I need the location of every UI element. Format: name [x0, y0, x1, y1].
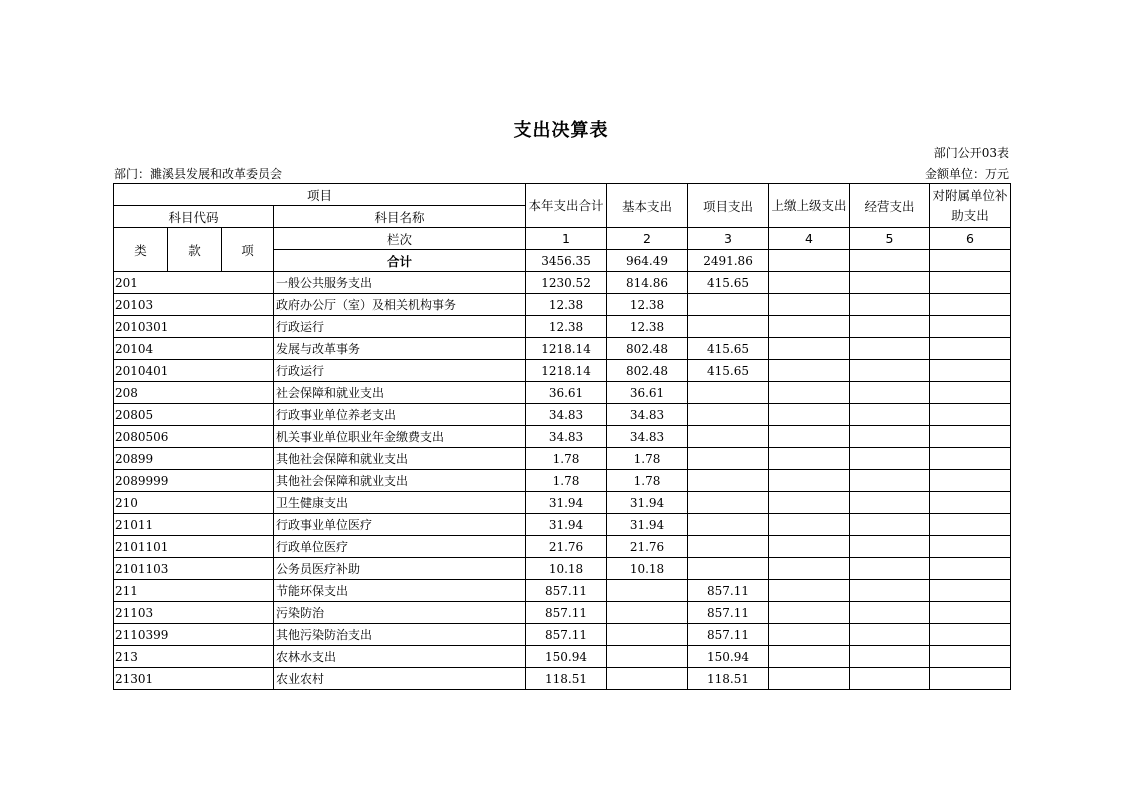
table-row [114, 448, 1011, 470]
amount-cell: 857.11 [526, 602, 607, 624]
amount-cell [769, 338, 850, 360]
subject-name: 卫生健康支出 [274, 492, 526, 514]
subject-code: 20899 [114, 448, 274, 470]
header-xiang: 项 [222, 228, 274, 272]
amount-cell [850, 360, 930, 382]
table-row [114, 316, 1011, 338]
amount-cell: 21.76 [526, 536, 607, 558]
amount-cell: 150.94 [526, 646, 607, 668]
header-col-number: 1 [526, 228, 607, 250]
amount-cell [850, 272, 930, 294]
amount-cell: 1218.14 [526, 360, 607, 382]
subject-code: 20103 [114, 294, 274, 316]
amount-cell [769, 404, 850, 426]
amount-cell: 21.76 [607, 536, 688, 558]
subject-name: 机关事业单位职业年金缴费支出 [274, 426, 526, 448]
amount-cell: 857.11 [526, 580, 607, 602]
table-row [114, 426, 1011, 448]
total-cell [769, 250, 850, 272]
subject-name: 发展与改革事务 [274, 338, 526, 360]
amount-cell [607, 668, 688, 690]
amount-cell [607, 624, 688, 646]
amount-cell [930, 404, 1011, 426]
table-row [114, 624, 1011, 646]
amount-cell [769, 624, 850, 646]
header-lei: 类 [114, 228, 168, 272]
header-col-number: 3 [688, 228, 769, 250]
total-cell [850, 250, 930, 272]
header-col-number: 2 [607, 228, 688, 250]
amount-cell [769, 448, 850, 470]
header-col-basic: 基本支出 [607, 184, 688, 228]
amount-cell [930, 646, 1011, 668]
subject-name: 社会保障和就业支出 [274, 382, 526, 404]
table-row [114, 360, 1011, 382]
header-col-business: 经营支出 [850, 184, 930, 228]
amount-cell [930, 272, 1011, 294]
page-title: 支出决算表 [513, 120, 609, 141]
amount-cell [769, 580, 850, 602]
amount-cell [930, 536, 1011, 558]
amount-cell: 118.51 [688, 668, 769, 690]
subject-code: 2089999 [114, 470, 274, 492]
amount-cell: 1.78 [607, 470, 688, 492]
amount-cell [930, 316, 1011, 338]
amount-cell [769, 316, 850, 338]
amount-cell: 1218.14 [526, 338, 607, 360]
subject-name: 行政事业单位养老支出 [274, 404, 526, 426]
subject-code: 2010401 [114, 360, 274, 382]
table-row [114, 294, 1011, 316]
amount-cell: 1.78 [526, 448, 607, 470]
amount-cell: 34.83 [526, 426, 607, 448]
amount-cell: 12.38 [607, 316, 688, 338]
amount-cell [769, 382, 850, 404]
table-row [114, 272, 1011, 294]
header-col-remit: 上缴上级支出 [769, 184, 850, 228]
subject-name: 一般公共服务支出 [274, 272, 526, 294]
subject-code: 2101101 [114, 536, 274, 558]
table-row [114, 646, 1011, 668]
amount-cell [607, 646, 688, 668]
table-row [114, 338, 1011, 360]
subject-code: 2101103 [114, 558, 274, 580]
amount-cell: 12.38 [607, 294, 688, 316]
amount-cell [850, 558, 930, 580]
total-cell: 2491.86 [688, 250, 769, 272]
subject-code: 201 [114, 272, 274, 294]
amount-cell: 150.94 [688, 646, 769, 668]
total-label: 合计 [274, 250, 526, 272]
subject-code: 21103 [114, 602, 274, 624]
amount-cell: 34.83 [607, 404, 688, 426]
amount-cell [769, 272, 850, 294]
header-col-total: 本年支出合计 [526, 184, 607, 228]
amount-cell [607, 602, 688, 624]
amount-cell: 857.11 [688, 580, 769, 602]
table-row [114, 492, 1011, 514]
amount-cell [769, 514, 850, 536]
amount-cell [850, 316, 930, 338]
amount-cell: 415.65 [688, 272, 769, 294]
amount-cell: 814.86 [607, 272, 688, 294]
amount-cell: 1230.52 [526, 272, 607, 294]
amount-cell: 36.61 [526, 382, 607, 404]
amount-cell [850, 580, 930, 602]
amount-cell [930, 360, 1011, 382]
amount-cell [688, 536, 769, 558]
amount-cell: 31.94 [526, 514, 607, 536]
table-row [114, 404, 1011, 426]
amount-cell [769, 426, 850, 448]
amount-cell: 10.18 [607, 558, 688, 580]
amount-cell [688, 448, 769, 470]
amount-cell: 415.65 [688, 338, 769, 360]
header-item: 项目 [114, 184, 526, 206]
table-row [114, 536, 1011, 558]
amount-cell: 857.11 [688, 624, 769, 646]
subject-name: 其他社会保障和就业支出 [274, 470, 526, 492]
amount-cell: 415.65 [688, 360, 769, 382]
amount-cell: 34.83 [526, 404, 607, 426]
subject-code: 21301 [114, 668, 274, 690]
header-kuan: 款 [168, 228, 222, 272]
amount-cell [930, 294, 1011, 316]
amount-cell: 802.48 [607, 360, 688, 382]
total-cell [930, 250, 1011, 272]
subject-code: 210 [114, 492, 274, 514]
table-row [114, 382, 1011, 404]
subject-name: 节能环保支出 [274, 580, 526, 602]
subject-code: 2080506 [114, 426, 274, 448]
amount-cell [688, 558, 769, 580]
amount-cell [769, 470, 850, 492]
amount-cell [930, 514, 1011, 536]
subject-name: 农林水支出 [274, 646, 526, 668]
table-row [114, 580, 1011, 602]
amount-cell [930, 492, 1011, 514]
amount-cell [930, 602, 1011, 624]
amount-cell [850, 492, 930, 514]
amount-cell [850, 404, 930, 426]
amount-cell [930, 558, 1011, 580]
subject-name: 农业农村 [274, 668, 526, 690]
header-col-subsidy: 对附属单位补助支出 [930, 184, 1011, 228]
table-row [114, 514, 1011, 536]
amount-cell: 1.78 [607, 448, 688, 470]
subject-name: 行政事业单位医疗 [274, 514, 526, 536]
amount-cell [688, 470, 769, 492]
amount-cell [769, 360, 850, 382]
amount-cell [850, 338, 930, 360]
subject-code: 20104 [114, 338, 274, 360]
subject-name: 行政单位医疗 [274, 536, 526, 558]
amount-cell [850, 426, 930, 448]
amount-cell: 118.51 [526, 668, 607, 690]
amount-cell [850, 624, 930, 646]
subject-code: 21011 [114, 514, 274, 536]
subject-code: 208 [114, 382, 274, 404]
amount-cell [769, 294, 850, 316]
amount-cell [607, 580, 688, 602]
header-col-number: 5 [850, 228, 930, 250]
expenditure-table [113, 183, 1011, 690]
amount-cell [850, 536, 930, 558]
amount-cell: 12.38 [526, 294, 607, 316]
amount-cell [769, 558, 850, 580]
amount-cell [850, 514, 930, 536]
header-lanci: 栏次 [274, 228, 526, 250]
header-subject-code: 科目代码 [114, 206, 274, 228]
subject-name: 行政运行 [274, 316, 526, 338]
table-row [114, 602, 1011, 624]
amount-cell [688, 294, 769, 316]
amount-cell [930, 668, 1011, 690]
subject-code: 213 [114, 646, 274, 668]
amount-cell [769, 536, 850, 558]
amount-cell [930, 624, 1011, 646]
amount-cell [688, 492, 769, 514]
total-cell: 3456.35 [526, 250, 607, 272]
subject-name: 行政运行 [274, 360, 526, 382]
table-row [114, 558, 1011, 580]
amount-cell: 36.61 [607, 382, 688, 404]
header-col-number: 6 [930, 228, 1011, 250]
amount-cell [769, 646, 850, 668]
amount-cell [688, 514, 769, 536]
amount-cell [688, 382, 769, 404]
subject-name: 污染防治 [274, 602, 526, 624]
amount-cell [769, 668, 850, 690]
form-number: 部门公开03表 [933, 146, 1009, 160]
header-subject-name: 科目名称 [274, 206, 526, 228]
amount-cell [769, 602, 850, 624]
amount-cell [850, 668, 930, 690]
table-row [114, 668, 1011, 690]
amount-cell [930, 426, 1011, 448]
amount-cell [688, 316, 769, 338]
amount-cell [930, 338, 1011, 360]
amount-unit: 金额单位：万元 [924, 167, 1009, 181]
subject-code: 211 [114, 580, 274, 602]
subject-name: 其他污染防治支出 [274, 624, 526, 646]
subject-name: 其他社会保障和就业支出 [274, 448, 526, 470]
amount-cell: 10.18 [526, 558, 607, 580]
amount-cell: 12.38 [526, 316, 607, 338]
amount-cell [850, 470, 930, 492]
amount-cell: 857.11 [688, 602, 769, 624]
header-col-number: 4 [769, 228, 850, 250]
amount-cell [930, 470, 1011, 492]
amount-cell: 802.48 [607, 338, 688, 360]
total-cell: 964.49 [607, 250, 688, 272]
amount-cell [850, 382, 930, 404]
amount-cell: 31.94 [607, 514, 688, 536]
amount-cell: 1.78 [526, 470, 607, 492]
amount-cell [850, 448, 930, 470]
amount-cell: 31.94 [526, 492, 607, 514]
amount-cell: 31.94 [607, 492, 688, 514]
amount-cell [688, 404, 769, 426]
amount-cell [850, 646, 930, 668]
subject-code: 2010301 [114, 316, 274, 338]
amount-cell [930, 580, 1011, 602]
amount-cell [688, 426, 769, 448]
subject-name: 公务员医疗补助 [274, 558, 526, 580]
subject-name: 政府办公厅（室）及相关机构事务 [274, 294, 526, 316]
amount-cell [850, 294, 930, 316]
amount-cell [769, 492, 850, 514]
amount-cell: 857.11 [526, 624, 607, 646]
subject-code: 2110399 [114, 624, 274, 646]
amount-cell [930, 448, 1011, 470]
amount-cell [850, 602, 930, 624]
department-label: 部门：濉溪县发展和改革委员会 [114, 167, 283, 181]
header-col-project: 项目支出 [688, 184, 769, 228]
table-row [114, 470, 1011, 492]
subject-code: 20805 [114, 404, 274, 426]
amount-cell: 34.83 [607, 426, 688, 448]
amount-cell [930, 382, 1011, 404]
